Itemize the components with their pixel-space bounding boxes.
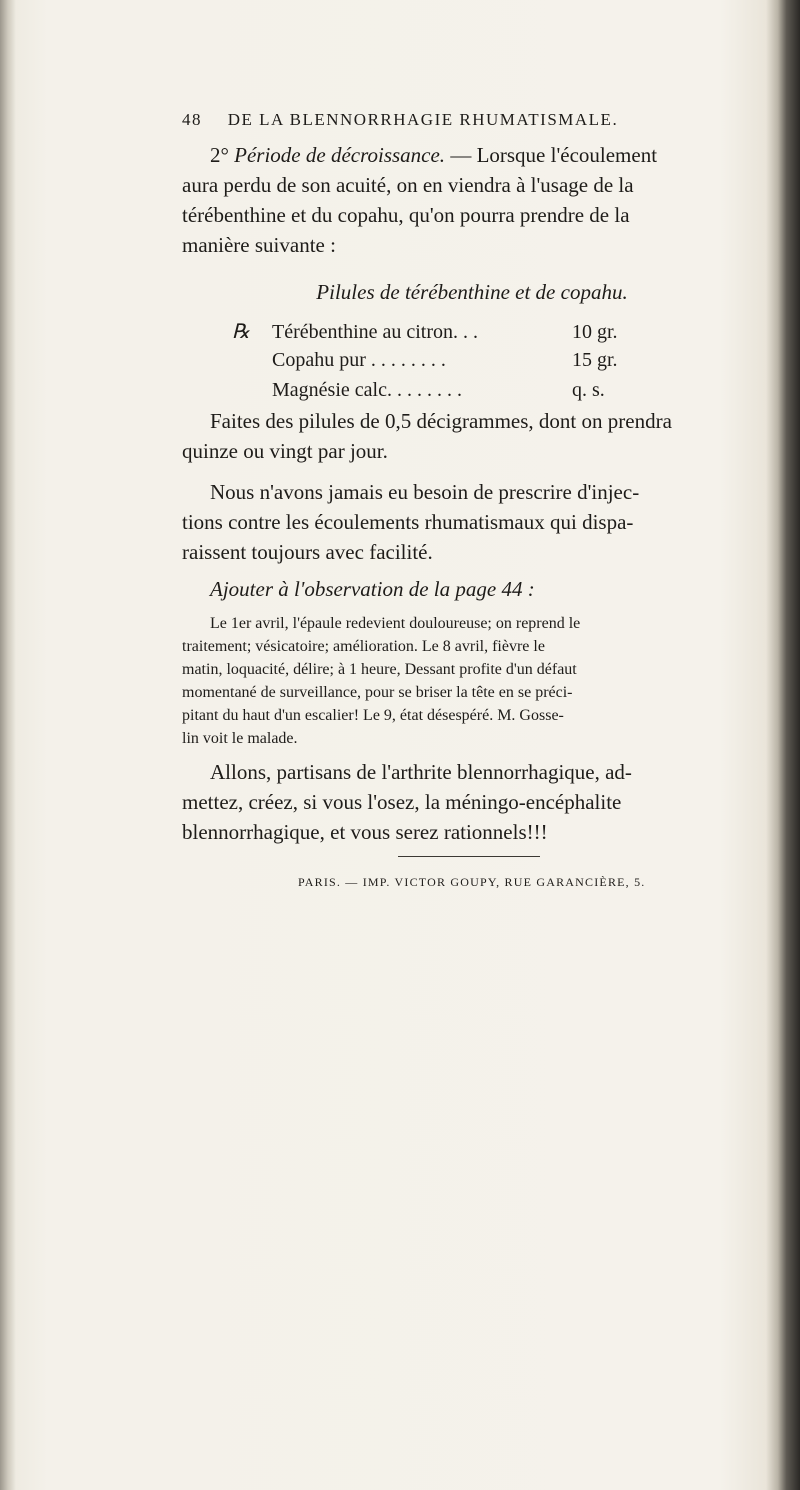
addendum-heading — [182, 577, 762, 602]
injections-line-3: raissent toujours avec facilité. — [182, 540, 433, 564]
addendum-line-5: pitant du haut d'un escalier! Le 9, état désespéré. M. Gosse- — [182, 707, 564, 724]
running-head — [182, 110, 782, 130]
addendum-paragraph — [182, 612, 762, 750]
section-number: 2° — [210, 143, 229, 167]
injections-line-1: Nous n'avons jamais eu besoin de prescrire d'injec- — [210, 480, 640, 504]
page-edge-right — [766, 0, 800, 1490]
formula-title-text: Pilules de térébenthine et de copahu. — [316, 280, 628, 304]
closing-line-2: mettez, créez, si vous l'osez, la méningo-encéphalite — [182, 790, 622, 814]
section-line-1: Lorsque l'écoulement — [476, 143, 658, 167]
prescription — [232, 319, 800, 409]
section-paragraph: 2° Période de décroissance. — Lorsque l'écoulement aura perdu de son acuité, on en viendra à l'usage de la térébenthine et du copahu, qu'on pourra prendre de la manière suivante : — [182, 140, 762, 260]
addendum-line-1: Le 1er avril, l'épaule redevient douloureuse; on reprend le — [210, 615, 581, 632]
addendum-line-4: momentané de surveillance, pour se briser la tête en se préci- — [182, 684, 573, 701]
pills-line-2: quinze ou vingt par jour. — [182, 439, 388, 463]
ingredient-name: Magnésie calc. . . . . . . . — [272, 379, 462, 401]
prescription-row — [232, 319, 800, 349]
injections-paragraph — [182, 477, 762, 567]
running-title: DE LA BLENNORRHAGIE RHUMATISMALE. — [227, 110, 619, 129]
closing-rule — [398, 856, 540, 857]
prescription-row — [232, 349, 800, 379]
section-line-4: manière suivante : — [182, 233, 336, 257]
pills-paragraph — [182, 406, 762, 466]
closing-paragraph — [182, 757, 762, 847]
addendum-line-6: lin voit le malade. — [182, 730, 298, 747]
ingredient-name: Copahu pur . . . . . . . . — [272, 349, 446, 371]
closing-line-1: Allons, partisans de l'arthrite blennorrhagique, ad- — [210, 760, 632, 784]
printer-imprint: PARIS. — IMP. VICTOR GOUPY, RUE GARANCIÈRE, 5. — [298, 875, 646, 889]
addendum-line-3: matin, loquacité, délire; à 1 heure, Dessant profite d'un défaut — [182, 661, 577, 678]
injections-line-2: tions contre les écoulements rhumatismaux qui dispa- — [182, 510, 634, 534]
page-edge-left — [0, 0, 16, 1490]
formula-title — [182, 280, 762, 305]
section-line-3: térébenthine et du copahu, qu'on pourra prendre de la — [182, 203, 630, 227]
ingredient-quantity: 15 gr. — [572, 349, 618, 371]
section-heading: Période de décroissance. — [234, 143, 446, 167]
closing-line-3: blennorrhagique, et vous serez rationnels!!! — [182, 820, 548, 844]
section-decroissance — [182, 140, 762, 260]
ingredient-quantity: q. s. — [572, 379, 605, 401]
section-line-2: aura perdu de son acuité, on en viendra à l'usage de la — [182, 173, 634, 197]
ingredient-name: Térébenthine au citron. . . — [272, 321, 479, 343]
recipe-icon: ℞ — [232, 321, 250, 343]
page-number: 48 — [182, 110, 202, 129]
addendum-line-2: traitement; vésicatoire; amélioration. Le 8 avril, fièvre le — [182, 638, 545, 655]
prescription-row — [232, 379, 800, 409]
addendum-heading-text: Ajouter à l'observation de la page 44 : — [210, 577, 535, 601]
ingredient-quantity: 10 gr. — [572, 321, 618, 343]
pills-line-1: Faites des pilules de 0,5 décigrammes, dont on prendra — [210, 409, 672, 433]
